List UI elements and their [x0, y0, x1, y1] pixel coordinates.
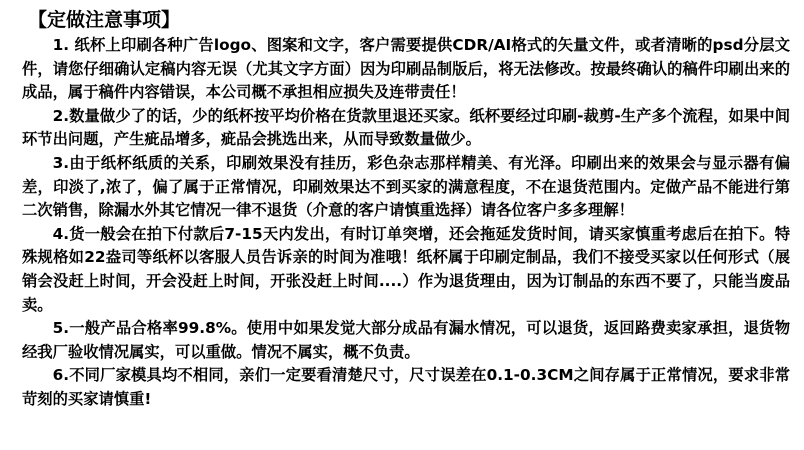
paragraph-3-print-quality: 3.由于纸杯纸质的关系，印刷效果没有挂历，彩色杂志那样精美、有光泽。印刷出来的效果会与显示器有偏差，印淡了,浓了，偏了属于正常情况，印刷效果达不到买家的满意程度，不在退货范围内。定做产品不能进行第二次销售，除漏水外其它情况一律不退货（介意的客户请慎重选择）请各位客户多多理解！ [22, 153, 790, 220]
paragraph-1-artwork-files: 1. 纸杯上印刷各种广告logo、图案和文字，客户需要提供CDR/AI格式的矢量文件，或者清晰的psd分层文件，请您仔细确认定稿内容无误（尤其文字方面）因为印刷品制版后，将无法修改。按最终确认的稿件印刷出来的成品，属于稿件内容错误，本公司概不承担相应损失及连带责任！ [22, 36, 790, 102]
paragraph-2-quantity-shortfall: 2.数量做少了的话，少的纸杯按平均价格在货款里退还买家。纸杯要经过印刷-裁剪-生产多个流程，如果中间环节出问题，产生疵品增多，疵品会挑选出来，从而导致数量做少。 [22, 106, 790, 149]
notice-title: 【定做注意事项】 [28, 9, 181, 31]
paragraph-5-pass-rate: 5.一般产品合格率99.8%。使用中如果发觉大部分成品有漏水情况，可以退货，返回路费卖家承担，退货物经我厂验收情况属实，可以重做。情况不属实，概不负责。 [22, 319, 790, 361]
paragraph-4-shipping-time: 4.货一般会在拍下付款后7-15天内发出，有时订单突增，还会拖延发货时间，请买家慎重考虑后在拍下。特殊规格如22盎司等纸杯以客服人员告诉亲的时间为准哦！纸杯属于印刷定制品，我们不接受买家以任何形式（展销会没赶上时间，开会没赶上时间，开张没赶上时间....）作为退货理由，因为订制品的东西不要了，只能当废品卖。 [22, 224, 790, 314]
paragraph-6-size-tolerance: 6.不同厂家模具均不相同，亲们一定要看清楚尺寸，尺寸误差在0.1-0.3CM之间存属于正常情况，要求非常苛刻的买家请慎重! [22, 366, 790, 408]
